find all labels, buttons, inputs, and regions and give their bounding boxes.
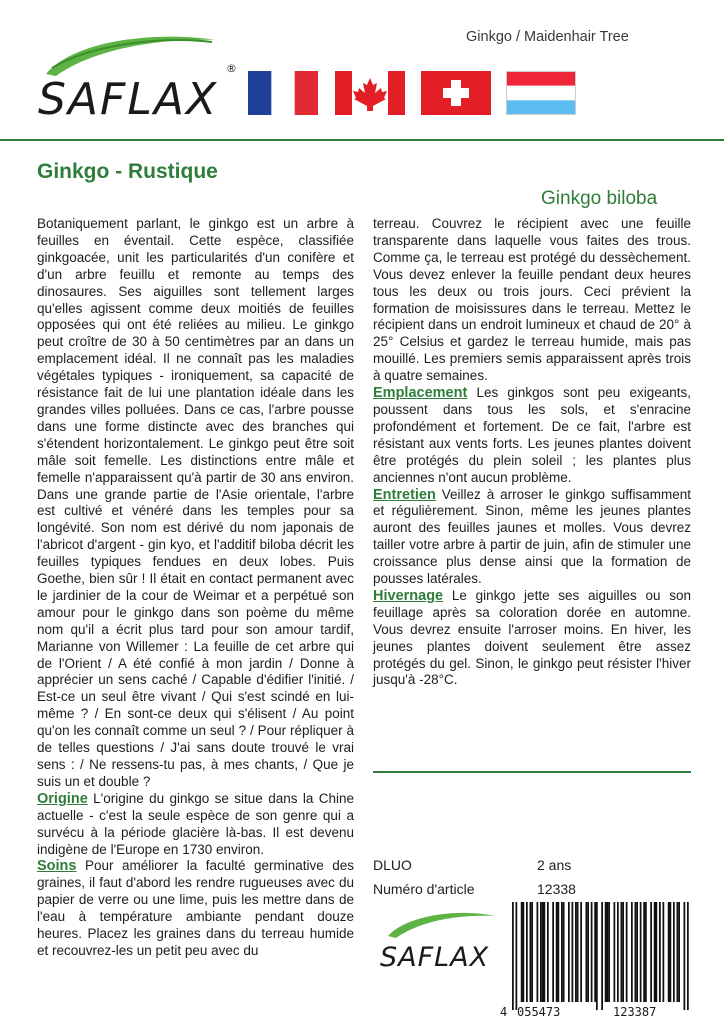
barcode-bar: [654, 902, 656, 1002]
entretien-text: Veillez à arroser le ginkgo suffisamment et régulièrement. Sinon, même les jeunes plantes auront des feuilles jaunes et molles. Vous devrez tailler votre arbre à partir de juin, afin de stimuler une croissance plus dense ainsi que la formation de pousses latérales.: [373, 486, 691, 587]
product-name-top: Ginkgo / Maidenhair Tree: [466, 29, 629, 45]
barcode-bar: [684, 902, 686, 1010]
header-divider: [0, 139, 724, 141]
right-column: [373, 216, 691, 689]
emplacement-section: [373, 385, 691, 486]
barcode-bar: [677, 902, 679, 1002]
barcode-bar: [622, 902, 624, 1002]
page-title: Ginkgo - Rustique: [37, 160, 218, 183]
emplacement-text: Les ginkgos sont peu exigeants, poussent dans tous les sols, et s'enracine profondément et fortement. De ce fait, l'arbre est résistant aux vents forts. Les jeunes plantes doivent être protégés du plein soleil ; les plantes plus anciennes n'ont aucun problème.: [373, 385, 691, 485]
barcode-bar: [605, 902, 607, 1002]
dluo-label: DLUO: [373, 857, 412, 873]
barcode-bar: [650, 902, 652, 1002]
flag-luxembourg-icon: [506, 71, 576, 115]
logo-wordmark: SAFLAX: [38, 74, 219, 124]
soins-continued: terreau. Couvrez le récipient avec une feuille transparente dans laquelle vous faites des trous. Comme ça, le terreau est protégé du dessèchement. Vous devez enlever la feuille pendant deux heures tous les deux ou trois jours. Ceci prévient la formation de moisissures dans le terreau. Mettez le récipient dans un endroit lumineux et chaud de 20° à 25° Celsius et gardez le terreau humide, mais pas mouillé. Les premiers semis apparaissent après trois à quatre semaines.: [373, 216, 691, 384]
barcode-bar: [659, 902, 661, 1002]
barcode-bar: [530, 902, 532, 1002]
flag-france-icon: [248, 71, 318, 115]
barcode-bar: [678, 902, 680, 1002]
soins-heading: Soins: [37, 858, 77, 875]
emplacement-heading: Emplacement: [373, 385, 468, 402]
left-column: [37, 216, 354, 960]
barcode-bar: [636, 902, 638, 1002]
origine-text: L'origine du ginkgo se situe dans la Chine actuelle - c'est la seule espèce de son genre qui a survécu à la période glacière là-bas. Il est devenu indigène de l'Europe en 1730 environ.: [37, 790, 354, 857]
barcode-bar: [673, 902, 675, 1002]
barcode-bar: [558, 902, 560, 1002]
barcode-bar: [607, 902, 609, 1002]
barcode-bar: [645, 902, 647, 1002]
entretien-section: [373, 487, 691, 588]
barcode-bar: [668, 902, 670, 1002]
dluo-value: 2 ans: [537, 857, 572, 873]
barcode-bar: [670, 902, 672, 1002]
barcode-bar: [635, 902, 637, 1002]
barcode-bar: [577, 902, 579, 1002]
barcode-bar: [596, 902, 598, 1010]
flag-canada-icon: [335, 71, 405, 115]
barcode-bar: [537, 902, 539, 1002]
info-divider: [373, 771, 691, 773]
barcode-bar: [526, 902, 528, 1002]
entretien-heading: Entretien: [373, 486, 436, 503]
header: [0, 0, 724, 140]
origine-heading: Origine: [37, 790, 88, 807]
barcode-bar: [621, 902, 623, 1002]
barcode-bar: [594, 902, 596, 1002]
barcode-bar: [556, 902, 558, 1002]
saflax-logo-small: [378, 908, 500, 974]
barcode-bar: [552, 902, 554, 1002]
barcode-bar: [643, 902, 645, 1002]
barcode-bar: [561, 902, 563, 1002]
barcode-bar: [591, 902, 593, 1002]
barcode-bar: [512, 902, 514, 1010]
barcode-bar: [631, 902, 633, 1002]
barcode-bars: [512, 902, 689, 1010]
barcode-bar: [601, 902, 603, 1010]
barcode-bar: [608, 902, 610, 1002]
soins-section: [37, 858, 354, 959]
botanical-name: Ginkgo biloba: [541, 188, 658, 209]
barcode-bar: [516, 902, 518, 1010]
barcode-bar: [656, 902, 658, 1002]
hivernage-heading: Hivernage: [373, 587, 444, 604]
barcode-bar: [544, 902, 546, 1002]
origine-section: [37, 791, 354, 859]
article-number-value: 12338: [537, 881, 576, 897]
flag-switzerland-icon: [421, 71, 491, 115]
barcode-bar: [580, 902, 582, 1002]
barcode-group-right: 123387: [613, 1005, 657, 1019]
barcode-bar: [587, 902, 589, 1002]
barcode-bar: [640, 902, 642, 1002]
barcode-digit-first: 4: [500, 1005, 508, 1019]
barcode-bar: [626, 902, 628, 1002]
logo-small-wordmark: SAFLAX: [380, 942, 490, 973]
barcode-bar: [521, 902, 523, 1002]
intro-paragraph: Botaniquement parlant, le ginkgo est un arbre à feuilles en éventail. Cette espèce, classifiée ginkgoacée, unit les particularités d'un conifère et d'un arbre feuillu et remonte au temps des dinosaures. Ses aiguilles sont tellement larges qu'elles agissent comme deux moitiés de feuilles opposées qui ont été reliées au milieu. Le ginkgo peut croître de 30 à 50 centimètres par an dans un emplacement idéal. Il ne connaît pas les maladies végétales typiques - ironiquement, sa capacité de résistance fait de lui une plantation idéale dans les grandes villes polluées. Dans ce cas, l'arbre pousse dans une forme distincte avec des branches qui s'étendent horizontalement. Le ginkgo peut être soit mâle soit femelle. Les distinctions entre mâle et femelle n'apparaissent qu'à partir de 30 ans environ. Dans une grande partie de l'Asie orientale, l'arbre est cultivé et vénéré dans les temples pour sa longévité. Son nom est dérivé du nom japonais de l'abricot d'argent - gin kyo, et l'additif biloba décrit les feuilles typiques fendues en deux lobes. Puis Goethe, bien sûr ! Il était en contact permanent avec le jardinier de la cour de Weimar et a perpétué son amour pour le ginkgo dans son poème du même nom qu'il a écrit plus tard pour son amour tardif, Marianne von Willemer : La feuille de cet arbre qui de l'Orient / A été confié à mon jardin / Donne à apprécier un sens caché / Capable d'édifier l'initié. / Est-ce un seul être vivant / Qui s'est scindé en lui-même ? / En sont-ce deux qui s'élisent / Au point qu'on les connaît comme un seul ? / Pour répliquer à de telles questions / J'ai sans doute trouvé le vrai sens : / Ne ressens-tu pas, à mes chants, / Que je suis un et double ?: [37, 216, 354, 789]
barcode: [500, 902, 690, 1020]
barcode-bar: [575, 902, 577, 1002]
soins-text: Pour améliorer la faculté germinative des graines, il faut d'abord les rendre rugueuses avec du papier de verre ou une lime, puis les mettre dans de l'eau à température ambiante pendant douze heures. Placez les graines dans du terreau humide et recouvrez-les un petit peu avec du: [37, 858, 354, 958]
hivernage-section: [373, 588, 691, 689]
barcode-bar: [617, 902, 619, 1002]
barcode-bar: [531, 902, 533, 1002]
saflax-logo: [32, 28, 242, 124]
article-number-label: Numéro d'article: [373, 881, 475, 897]
barcode-bar: [663, 902, 665, 1002]
barcode-bar: [568, 902, 570, 1002]
hivernage-text: Le ginkgo jette ses aiguilles ou son feuillage après sa coloration dorée en automne. Vous devrez ensuite l'arroser moins. En hiver, les jeunes plantes doivent seulement être assez protégés du gel. Sinon, le ginkgo peut résister l'hiver jusqu'à -28°C.: [373, 587, 691, 688]
barcode-bar: [614, 902, 616, 1002]
barcode-bar: [586, 902, 588, 1002]
barcode-bar: [547, 902, 549, 1002]
barcode-bar: [542, 902, 544, 1002]
barcode-group-left: 055473: [517, 1005, 561, 1019]
registered-mark: ®: [226, 62, 237, 75]
barcode-bar: [572, 902, 574, 1002]
barcode-bar: [523, 902, 525, 1002]
barcode-bar: [687, 902, 689, 1010]
barcode-bar: [540, 902, 542, 1002]
barcode-bar: [563, 902, 565, 1002]
